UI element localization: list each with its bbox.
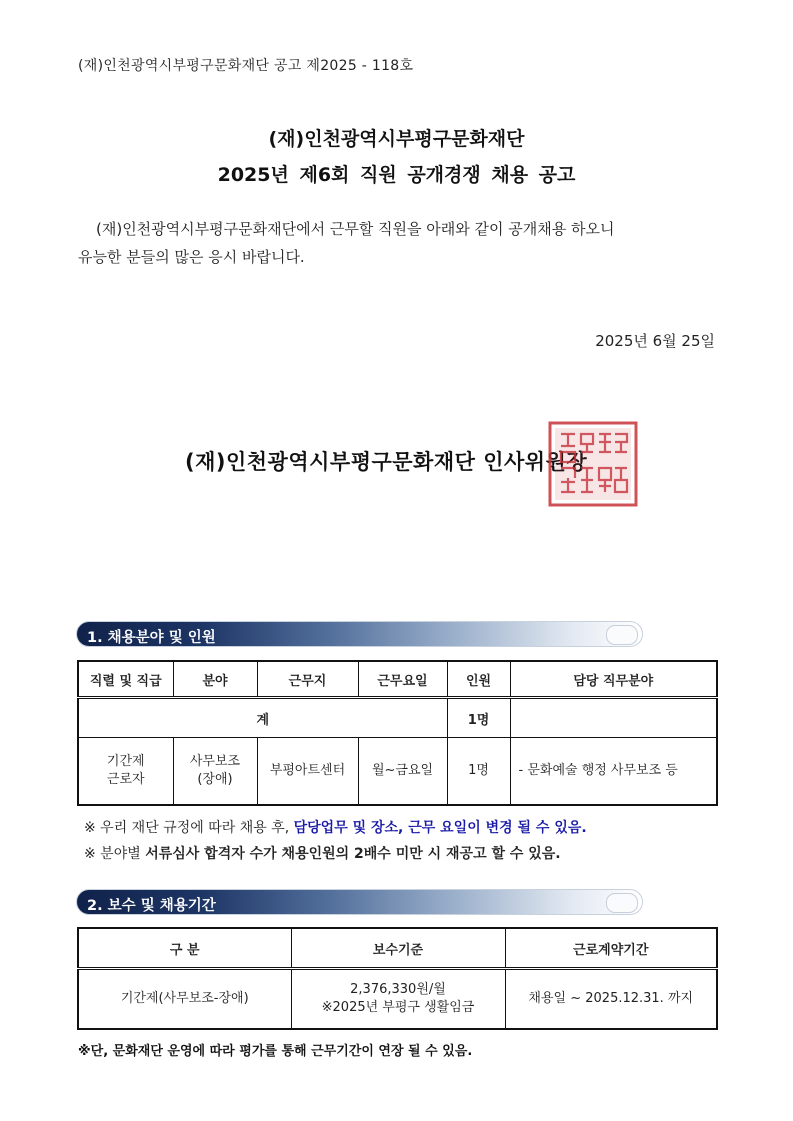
table-total-row bbox=[78, 698, 717, 738]
column-header: 근로계약기간 bbox=[505, 928, 717, 969]
intro-paragraph bbox=[78, 215, 718, 271]
note-1-text: ※ 우리 재단 규정에 따라 채용 후, bbox=[84, 820, 294, 836]
section-bar-endcap bbox=[606, 893, 638, 913]
table-header-row bbox=[78, 928, 717, 969]
recruitment-table bbox=[77, 660, 718, 806]
total-count: 1명 bbox=[447, 698, 510, 738]
note-1-emphasis: 담당업무 및 장소, 근무 요일이 변경 될 수 있음. bbox=[293, 820, 587, 836]
pay-cell bbox=[291, 969, 505, 1030]
note-re-announcement bbox=[84, 843, 561, 863]
column-header: 근무지 bbox=[257, 661, 358, 698]
intro-line-2: 유능한 분들의 많은 응시 바랍니다. bbox=[78, 248, 305, 266]
workdays-cell: 월~금요일 bbox=[358, 738, 447, 806]
pay-amount: 2,376,330원/월 bbox=[350, 982, 446, 997]
field-line-2: (장애) bbox=[197, 772, 233, 787]
table-row bbox=[78, 738, 717, 806]
duties-cell: - 문화예술 행정 사무보조 등 bbox=[510, 738, 717, 806]
footnote-extension: ※단, 문화재단 운영에 따라 평가를 통해 근무기간이 연장 될 수 있음. bbox=[78, 1044, 473, 1059]
grade-line-2: 근로자 bbox=[106, 772, 145, 787]
column-header: 구 분 bbox=[78, 928, 291, 969]
column-header: 분야 bbox=[173, 661, 257, 698]
column-header: 직렬 및 직급 bbox=[78, 661, 173, 698]
period-cell: 채용일 ~ 2025.12.31. 까지 bbox=[505, 969, 717, 1030]
section-bar-endcap bbox=[606, 625, 638, 645]
column-header: 근무요일 bbox=[358, 661, 447, 698]
section-title: 2. 보수 및 채용기간 bbox=[87, 898, 216, 914]
headcount-cell: 1명 bbox=[447, 738, 510, 806]
note-duty-change bbox=[84, 817, 587, 837]
workplace-cell: 부평아트센터 bbox=[257, 738, 358, 806]
pay-period-table bbox=[77, 927, 718, 1030]
field-cell bbox=[173, 738, 257, 806]
page-title-organization: (재)인천광역시부평구문화재단 bbox=[268, 128, 525, 150]
note-2-emphasis: 서류심사 합격자 수가 채용인원의 2배수 미만 시 재공고 할 수 있음. bbox=[145, 846, 561, 862]
table-row bbox=[78, 969, 717, 1030]
grade-cell bbox=[78, 738, 173, 806]
official-seal-stamp bbox=[547, 420, 639, 508]
total-label: 계 bbox=[78, 698, 447, 738]
column-header: 인원 bbox=[447, 661, 510, 698]
pay-basis: ※2025년 부평구 생활임금 bbox=[321, 1000, 475, 1015]
table-header-row bbox=[78, 661, 717, 698]
section-title: 1. 채용분야 및 인원 bbox=[87, 630, 216, 646]
grade-line-1: 기간제 bbox=[106, 754, 145, 769]
column-header: 담당 직무분야 bbox=[510, 661, 717, 698]
intro-line-1: (재)인천광역시부평구문화재단에서 근무할 직원을 아래와 같이 공개채용 하오니 bbox=[96, 220, 615, 238]
notice-date: 2025년 6월 25일 bbox=[595, 332, 715, 350]
total-empty-cell bbox=[510, 698, 717, 738]
section-header-pay-period bbox=[76, 889, 643, 915]
field-line-1: 사무보조 bbox=[189, 754, 241, 769]
section-header-recruitment bbox=[76, 621, 643, 647]
column-header: 보수기준 bbox=[291, 928, 505, 969]
notice-number: (재)인천광역시부평구문화재단 공고 제2025 - 118호 bbox=[78, 58, 414, 74]
signer-name: (재)인천광역시부평구문화재단 인사위원장 bbox=[185, 450, 588, 474]
category-cell: 기간제(사무보조-장애) bbox=[78, 969, 291, 1030]
note-2-text: ※ 분야별 bbox=[84, 846, 146, 862]
page-title: 2025년 제6회 직원 공개경쟁 채용 공고 bbox=[217, 164, 576, 186]
